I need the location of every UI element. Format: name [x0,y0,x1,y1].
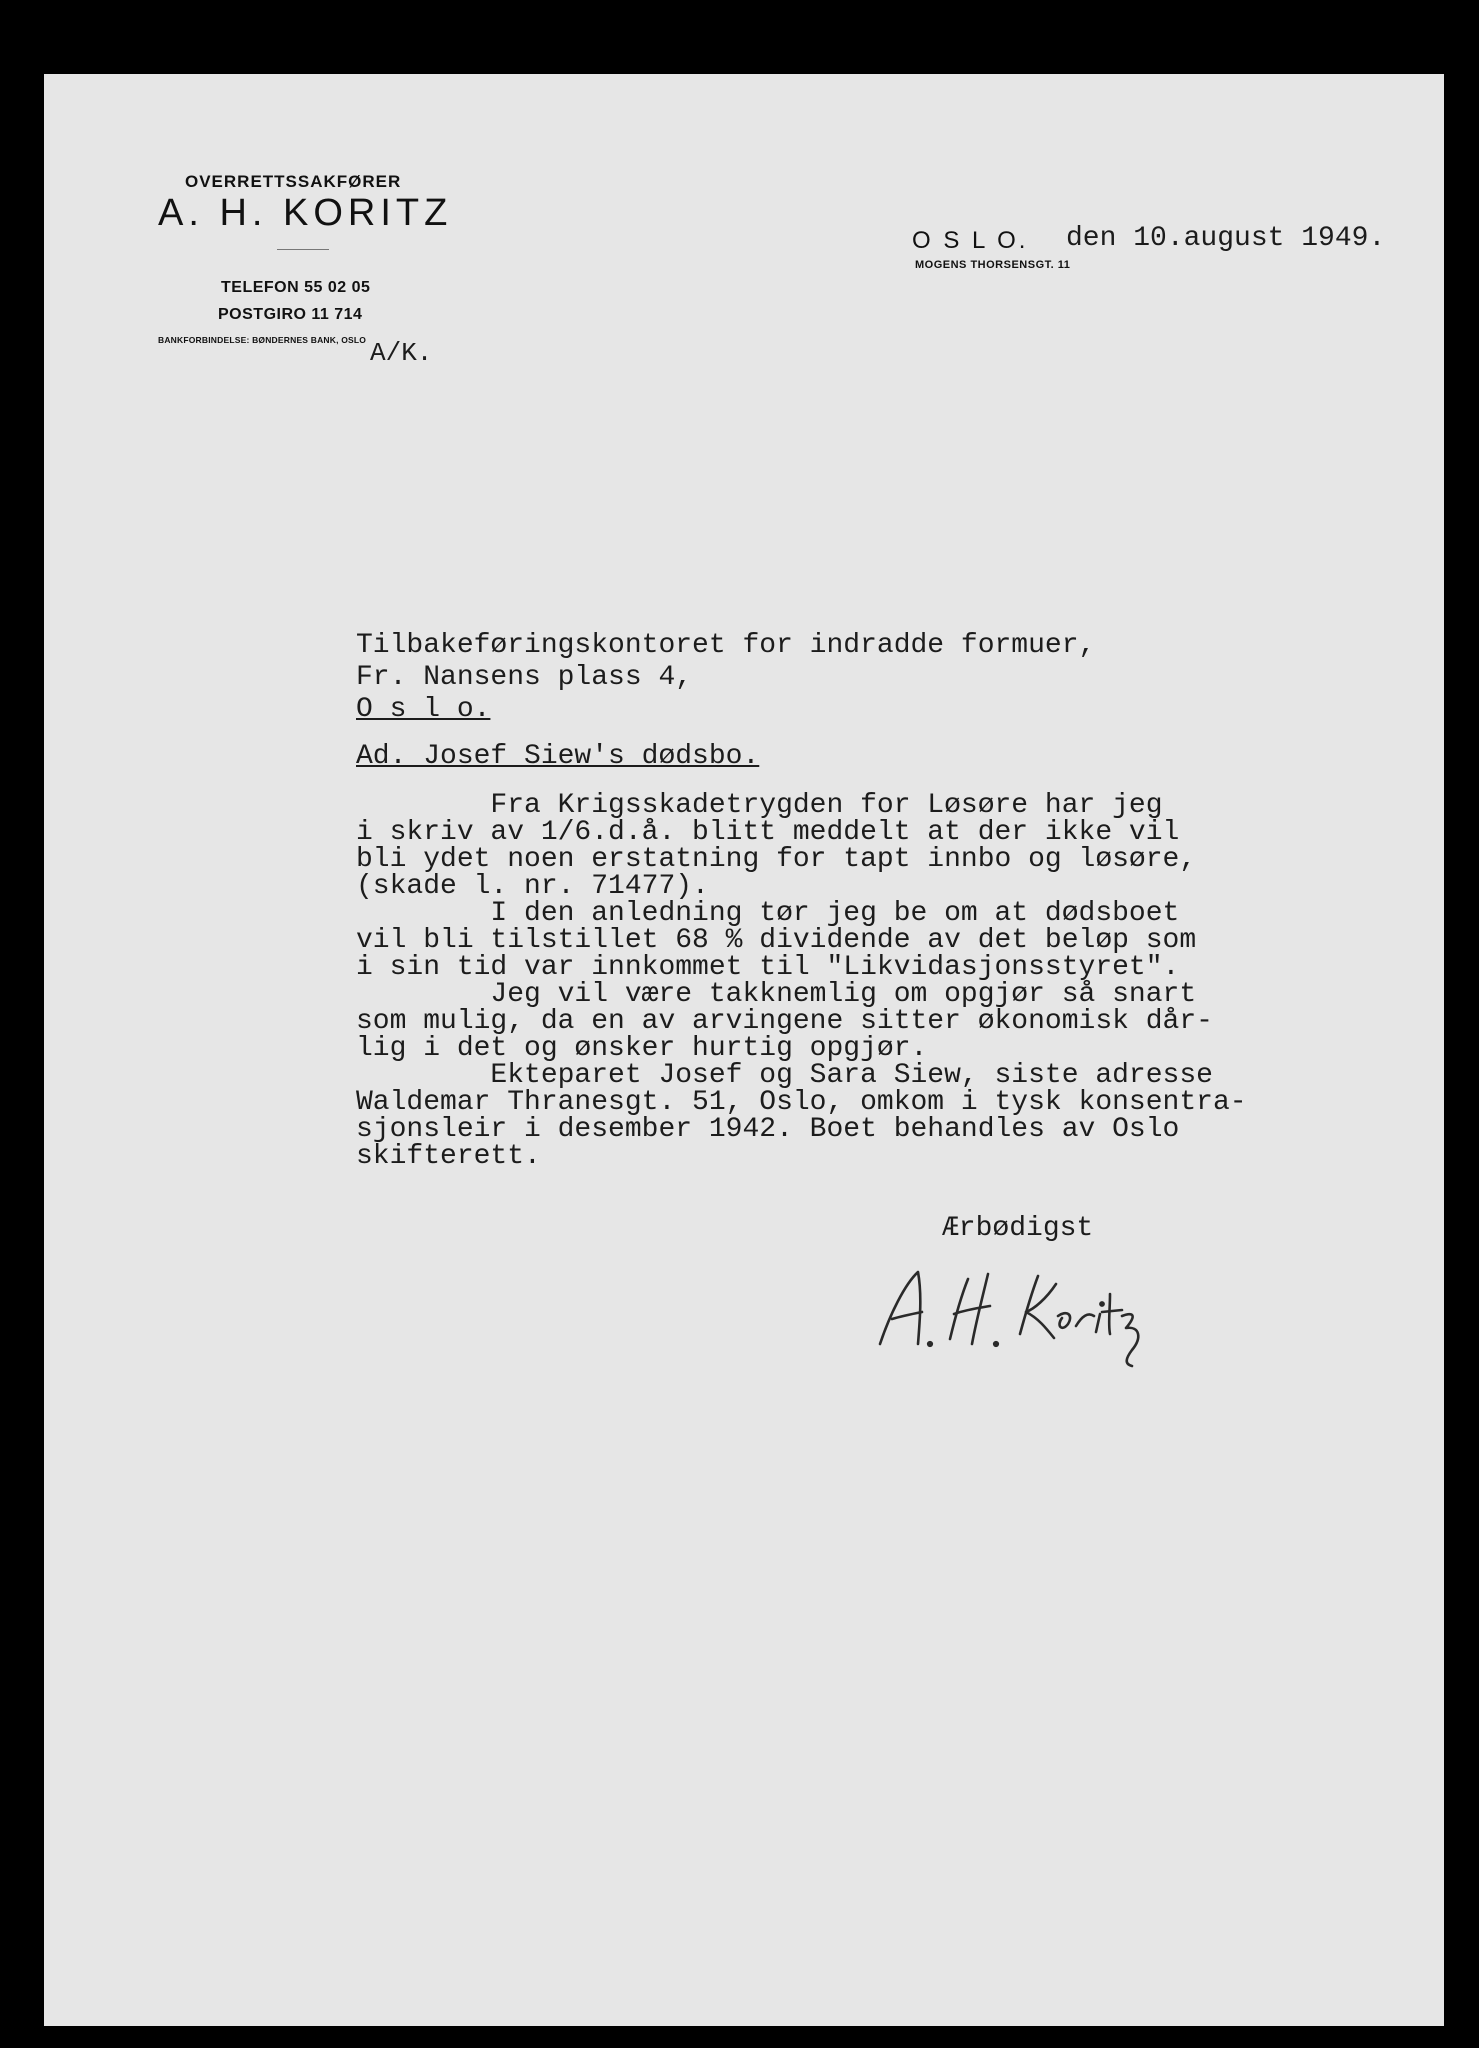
body-line: vil bli tilstillet 68 % dividende av det beløp som [356,925,1197,956]
dateline-city: O S L O. [912,227,1029,254]
recipient-line: Tilbakeføringskontoret for indradde formuer, [356,630,1096,661]
subject-line: Ad. Josef Siew's dødsbo. [356,741,760,772]
body-line: bli ydet noen erstatning for tapt innbo og løsøre, [356,844,1197,875]
recipient-line: O s l o. [356,694,491,725]
reference-mark: A/K. [370,338,433,368]
handwritten-signature [870,1254,1170,1369]
body-line: Ekteparet Josef og Sara Siew, siste adresse [356,1060,1213,1091]
body-line: som mulig, da en av arvingene sitter økonomisk dår- [356,1006,1213,1037]
letterhead-title: OVERRETTSSAKFØRER [185,172,402,191]
dateline-date: den 10.august 1949. [1066,223,1386,254]
body-line: skifterett. [356,1141,541,1172]
body-line: i skriv av 1/6.d.å. blitt meddelt at der ikke vil [356,817,1180,848]
letterhead-bank: BANKFORBINDELSE: BØNDERNES BANK, OSLO [158,335,367,345]
recipient-line: Fr. Nansens plass 4, [356,662,693,693]
letterhead-postgiro: POSTGIRO 11 714 [218,306,363,323]
body-line: Fra Krigsskadetrygden for Løsøre har jeg [356,790,1163,821]
dateline-street: MOGENS THORSENSGT. 11 [915,259,1071,271]
body-line: sjonsleir i desember 1942. Boet behandles av Oslo [356,1114,1180,1145]
body-line: I den anledning tør jeg be om at dødsboet [356,898,1180,929]
body-line: i sin tid var innkommet til "Likvidasjonsstyret". [356,952,1180,983]
body-line: (skade l. nr. 71477). [356,871,709,902]
body-line: lig i det og ønsker hurtig opgjør. [356,1033,928,1064]
letterhead-divider [277,249,329,250]
letter-page [44,74,1444,2026]
closing: Ærbødigst [942,1213,1094,1244]
letterhead-phone: TELEFON 55 02 05 [221,279,371,296]
body-line: Waldemar Thranesgt. 51, Oslo, omkom i tysk konsentra- [356,1087,1247,1118]
letterhead-name: A. H. KORITZ [158,192,453,234]
body-line: Jeg vil være takknemlig om opgjør så snart [356,979,1197,1010]
